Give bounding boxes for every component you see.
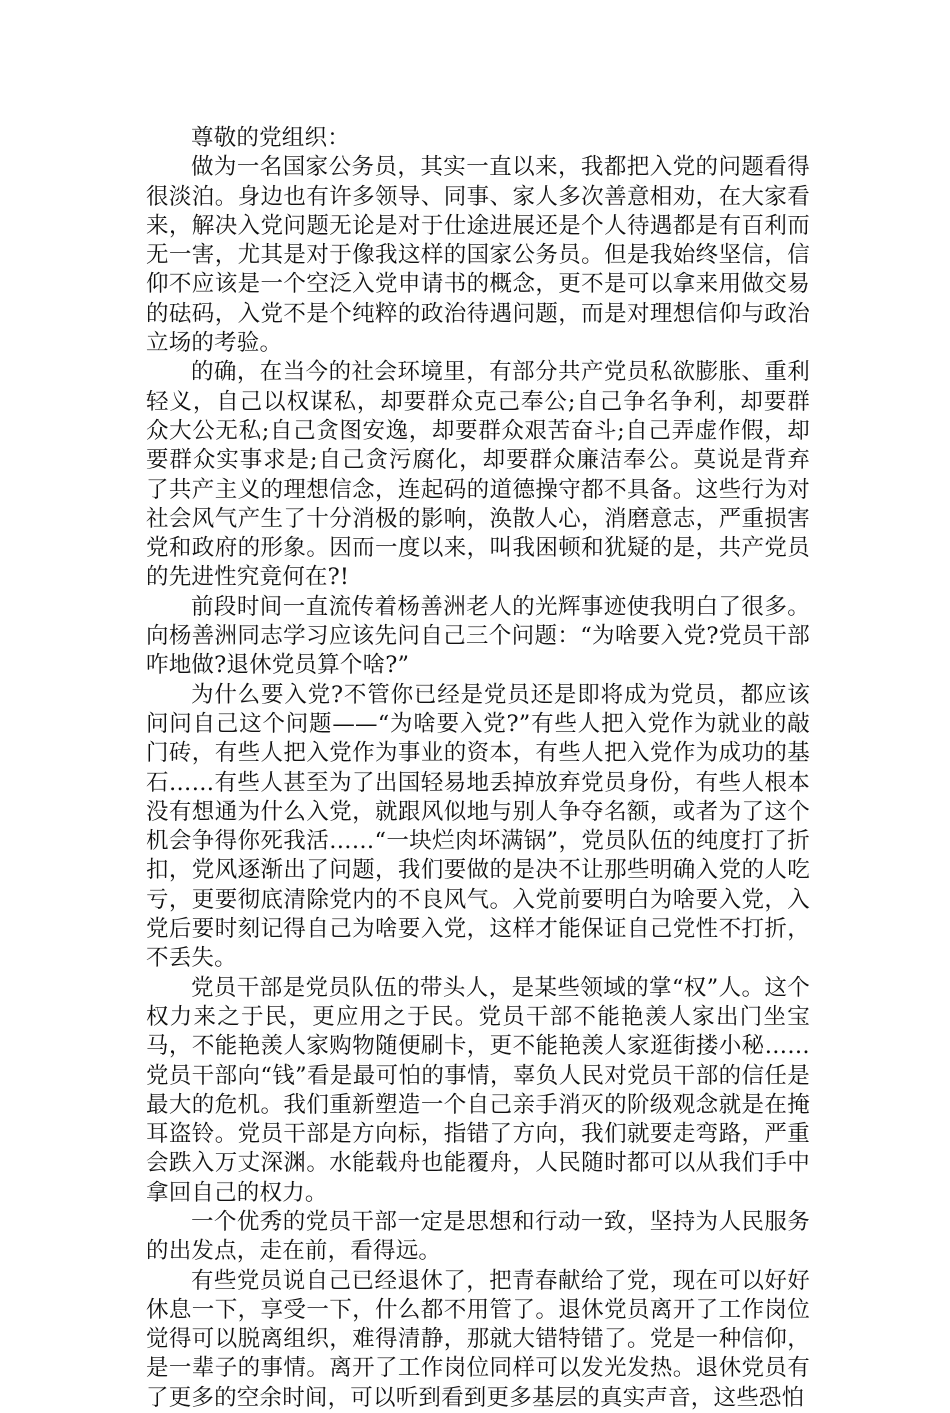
letter-body	[146, 124, 810, 1413]
paragraph-6: 一个优秀的党员干部一定是思想和行动一致，坚持为人民服务的出发点，走在前，看得远。	[146, 1208, 810, 1265]
paragraph-3: 前段时间一直流传着杨善洲老人的光辉事迹使我明白了很多。向杨善洲同志学习应该先问自己三个问题：“为啥要入党?党员干部咋地做?退休党员算个啥?”	[146, 593, 810, 679]
paragraph-4: 为什么要入党?不管你已经是党员还是即将成为党员，都应该问问自己这个问题——“为啥要入党?”有些人把入党作为就业的敲门砖，有些人把入党作为事业的资本，有些人把入党作为成功的基石……有些人甚至为了出国轻易地丢掉放弃党员身份，有些人根本没有想通为什么入党，就跟风似地与别人争夺名额，或者为了这个机会争得你死我活……“一块烂肉坏满锅”，党员队伍的纯度打了折扣，党风逐渐出了问题，我们要做的是决不让那些明确入党的人吃亏，更要彻底清除党内的不良风气。入党前要明白为啥要入党，入党后要时刻记得自己为啥要入党，这样才能保证自己党性不打折，不丢失。	[146, 681, 810, 972]
salutation: 尊敬的党组织：	[191, 125, 350, 151]
paragraph-7: 有些党员说自己已经退休了，把青春献给了党，现在可以好好休息一下，享受一下，什么都不用管了。退休党员离开了工作岗位觉得可以脱离组织，难得清静，那就大错特错了。党是一种信仰，是一辈子的事情。离开了工作岗位同样可以发光发热。退休党员有了更多的空余时间，可以听到看到更多基层的真实声音，这些恐怕	[146, 1267, 810, 1411]
paragraph-5: 党员干部是党员队伍的带头人，是某些领域的掌“权”人。这个权力来之于民，更应用之于民。党员干部不能艳羡人家出门坐宝马，不能艳羡人家购物随便刷卡，更不能艳羡人家逛街搂小秘……党员干部向“钱”看是最可怕的事情，辜负人民对党员干部的信任是最大的危机。我们重新塑造一个自己亲手消灭的阶级观念就是在掩耳盗铃。党员干部是方向标，指错了方向，我们就要走弯路，严重会跌入万丈深渊。水能载舟也能覆舟，人民随时都可以从我们手中拿回自己的权力。	[146, 974, 810, 1206]
paragraph-1: 做为一名国家公务员，其实一直以来，我都把入党的问题看得很淡泊。身边也有许多领导、同事、家人多次善意相劝，在大家看来，解决入党问题无论是对于仕途进展还是个人待遇都是有百利而无一害，尤其是对于像我这样的国家公务员。但是我始终坚信，信仰不应该是一个空泛入党申请书的概念，更不是可以拿来用做交易的砝码，入党不是个纯粹的政治待遇问题，而是对理想信仰与政治立场的考验。	[146, 154, 810, 357]
paragraph-2: 的确，在当今的社会环境里，有部分共产党员私欲膨胀、重利轻义，自己以权谋私，却要群众克己奉公;自己争名争利，却要群众大公无私;自己贪图安逸，却要群众艰苦奋斗;自己弄虚作假，却要群众实事求是;自己贪污腐化，却要群众廉洁奉公。莫说是背弃了共产主义的理想信念，连起码的道德操守都不具备。这些行为对社会风气产生了十分消极的影响，涣散人心，消磨意志，严重损害党和政府的形象。因而一度以来，叫我困顿和犹疑的是，共产党员的先进性究竟何在?!	[146, 359, 810, 591]
